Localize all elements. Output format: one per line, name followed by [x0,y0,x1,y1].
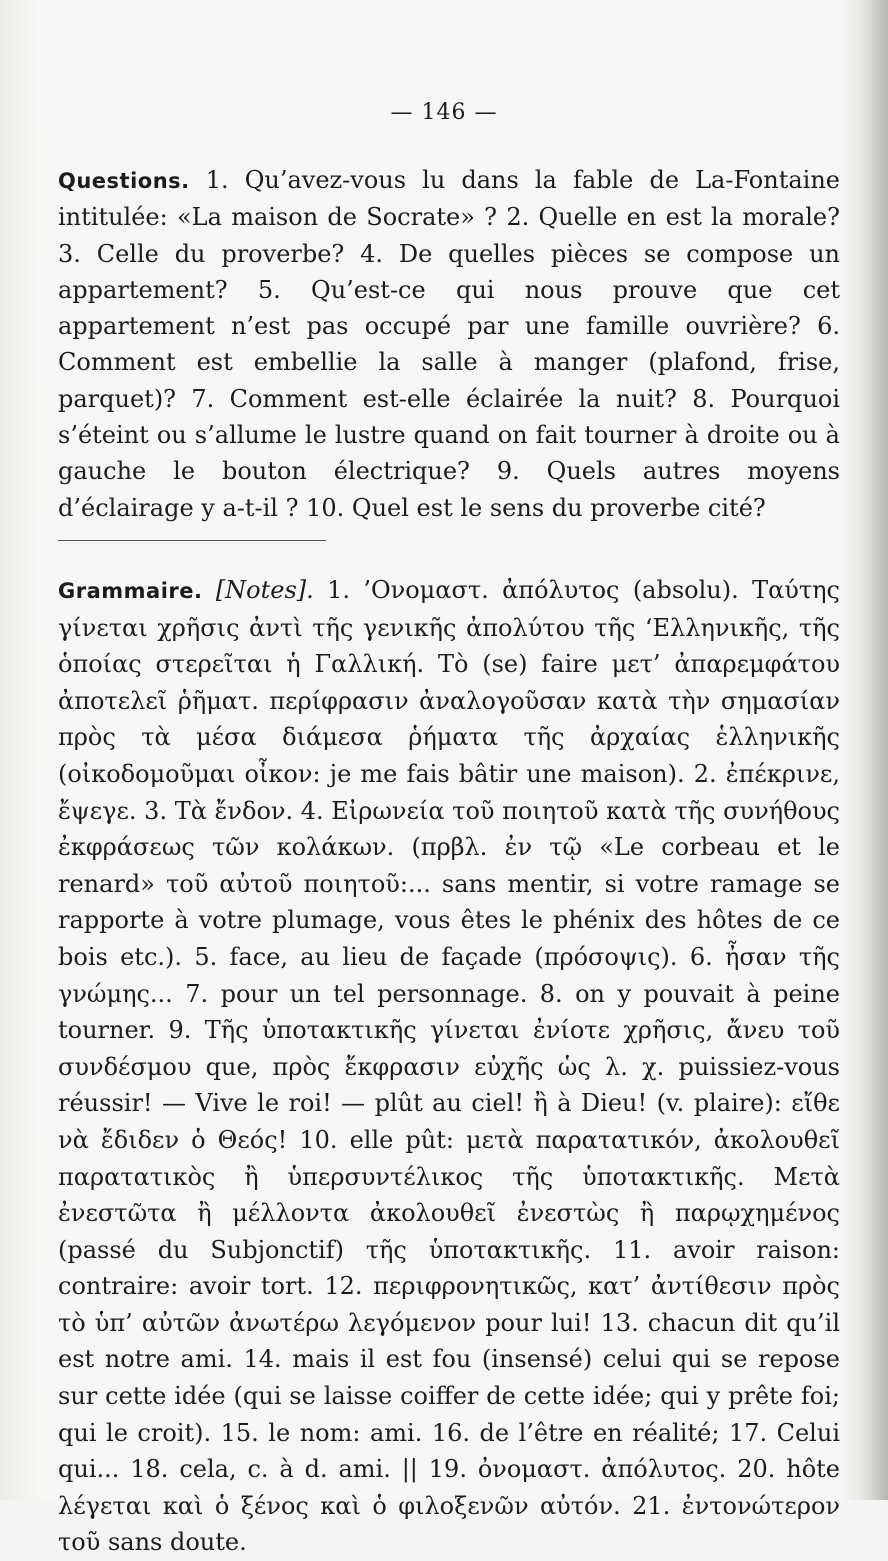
page-edge-shadow [860,0,888,1500]
grammaire-body: 1. ’Ονομαστ. ἀπόλυτος (absolu). Ταύτης γίνεται χρῆσις ἀντὶ τῆς γενικῆς ἀπολύτου τῆς ‘Ελληνικῆς, τῆς ὁποίας στερεῖται ἡ Γαλλική. Τὸ (se) faire μετ’ ἀπαρεμφάτου ἀποτελεῖ ῥῆματ. περίφρασιν ἀναλογοῦσαν κατὰ τὴν σημασίαν πρὸς τὰ μέσα διάμεσα ῥήματα τῆς ἀρχαίας ἑλληνικῆς (οἰκοδομοῦμαι οἶκον: je me fais bâtir une maison). 2. ἐπέκρινε, ἔψεγε. 3. Τὰ ἔνδον. 4. Εἰρωνεία τοῦ ποιητοῦ κατὰ τῆς συνήθους ἐκφράσεως τῶν κολάκων. (πρβλ. ἐν τῷ «Le corbeau et le renard» τοῦ αὐτοῦ ποιητοῦ:... sans mentir, si votre ramage se rapporte à votre plumage, vous êtes le phénix des hôtes de ce bois etc.). 5. face, au lieu de façade (πρόσοψις). 6. ἦσαν τῆς γνώμης... 7. pour un tel personnage. 8. on y pouvait à peine tourner. 9. Τῆς ὑποτακτικῆς γίνεται ἐνίοτε χρῆσις, ἄνευ τοῦ συνδέσμου que, πρὸς ἔκφρασιν εὐχῆς ὡς λ. χ. puissiez-vous réussir! — Vive le roi! — plût au ciel! ἢ à Dieu! (v. plaire): εἴθε νὰ ἔδιδεν ὁ Θεός! 10. elle pût: μετὰ παρατατικόν, ἀκολουθεῖ παρατατικὸς ἢ ὑπερσυντέλικος τῆς ὑποτακτικῆς. Μετὰ ἐνεστῶτα ἢ μέλλοντα ἀκολουθεῖ ἐνεστὼς ἢ παρῳχημένος (passé du Subjonctif) τῆς ὑποτακτικῆς. 11. avoir raison: contraire: avoir tort. 12. περιφρονητικῶς, κατ’ ἀντίθεσιν πρὸς τὸ ὑπ’ αὐτῶν ἀνωτέρω λεγόμενον pour lui! 13. chacun dit qu’il est notre ami. 14. mais il est fou (insensé) celui qui se repose sur cette idée (qui se laisse coiffer de cette idée; qui y prête foi; qui le croit). 15. le nom: ami. 16. de l’être en réalité; 17. Celui qui... 18. cela, c. à d. ami. || 19. ὀνομαστ. ἀπόλυτος. 20. hôte λέγεται καὶ ὁ ξένος καὶ ὁ φιλοξενῶν αὐτόν. 21. ἐντονώτερον τοῦ sans doute. [58,576,840,1557]
questions-body: 1. Qu’avez-vous lu dans la fable de La-Fontaine intitulée: «La maison de Socrate» ? 2. Quelle en est la morale? 3. Celle du proverbe? 4. De quelles pièces se compose un appartement? 5. Qu’est-ce qui nous prouve que cet appartement n’est pas occupé par une famille ouvrière? 6. Comment est embellie la salle à manger (plafond, frise, parquet)? 7. Comment est-elle éclairée la nuit? 8. Pourquoi s’éteint ou s’allume le lustre quand on fait tourner à droite ou à gauche le bouton électrique? 9. Quels autres moyens d’éclairage y a-t-il ? 10. Quel est le sens du proverbe cité? [58,166,840,522]
section-divider [58,540,326,541]
page-number: — 146 — [390,100,498,125]
grammaire-section [58,572,840,1561]
questions-section [58,162,840,526]
notes-label: [Notes]. [215,576,314,604]
grammaire-heading: Grammaire. [58,579,203,603]
questions-heading: Questions. [58,169,190,193]
